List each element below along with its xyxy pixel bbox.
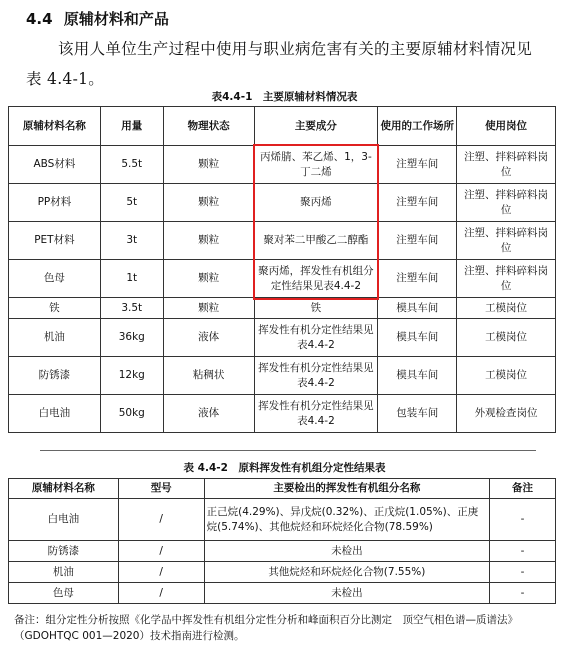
header-cell: 主要检出的挥发性有机组分名称 bbox=[204, 479, 489, 499]
table-cell: 工模岗位 bbox=[457, 357, 556, 395]
table-row bbox=[9, 298, 556, 319]
table-cell: 机油 bbox=[9, 319, 101, 357]
table-cell: / bbox=[118, 541, 204, 562]
table-cell: 白电油 bbox=[9, 395, 101, 433]
table-cell: 外观检查岗位 bbox=[457, 395, 556, 433]
table-cell: 注塑、拌料碎料岗位 bbox=[457, 184, 556, 222]
table-row bbox=[9, 541, 556, 562]
table-cell: 未检出 bbox=[204, 583, 489, 604]
table-cell: - bbox=[490, 541, 556, 562]
table1-header-row bbox=[9, 107, 556, 146]
table-cell: 注塑、拌料碎料岗位 bbox=[457, 146, 556, 184]
header-cell: 物理状态 bbox=[163, 107, 254, 146]
table-cell: 聚丙烯 bbox=[254, 184, 378, 222]
table-cell: 工模岗位 bbox=[457, 319, 556, 357]
header-cell: 备注 bbox=[490, 479, 556, 499]
intro-paragraph: 该用人单位生产过程中使用与职业病危害有关的主要原辅材料情况见表 4.4-1。 bbox=[26, 40, 533, 88]
section-number: 4.4 bbox=[26, 10, 53, 28]
section-heading bbox=[26, 8, 169, 29]
table-cell: 注塑、拌料碎料岗位 bbox=[457, 260, 556, 298]
header-cell: 用量 bbox=[100, 107, 163, 146]
table-cell: 粘稠状 bbox=[163, 357, 254, 395]
table-cell: 模具车间 bbox=[378, 357, 457, 395]
table-cell: 防锈漆 bbox=[9, 541, 119, 562]
table-cell: 正己烷(4.29%)、异戊烷(0.32%)、正戊烷(1.05%)、正庚烷(5.74%)、其他烷烃和环烷烃化合物(78.59%) bbox=[204, 499, 489, 541]
table-cell: 模具车间 bbox=[378, 319, 457, 357]
table-cell: 注塑车间 bbox=[378, 146, 457, 184]
materials-table bbox=[8, 106, 556, 433]
table-cell: 聚丙烯，挥发性有机组分定性结果见表4.4-2 bbox=[254, 260, 378, 298]
table-cell: 其他烷烃和环烷烃化合物(7.55%) bbox=[204, 562, 489, 583]
table-row bbox=[9, 583, 556, 604]
table-cell: 挥发性有机分定性结果见表4.4-2 bbox=[254, 357, 378, 395]
header-cell: 使用的工作场所 bbox=[378, 107, 457, 146]
table-cell: 1t bbox=[100, 260, 163, 298]
table-cell: 5.5t bbox=[100, 146, 163, 184]
header-cell: 原辅材料名称 bbox=[9, 107, 101, 146]
table-cell: 工模岗位 bbox=[457, 298, 556, 319]
table-cell: PP材料 bbox=[9, 184, 101, 222]
table-cell: 注塑车间 bbox=[378, 260, 457, 298]
table-cell: 3t bbox=[100, 222, 163, 260]
table-row bbox=[9, 395, 556, 433]
table-cell: / bbox=[118, 583, 204, 604]
table-cell: 液体 bbox=[163, 319, 254, 357]
table-cell: 包装车间 bbox=[378, 395, 457, 433]
table-cell: 防锈漆 bbox=[9, 357, 101, 395]
table-row bbox=[9, 319, 556, 357]
header-cell: 型号 bbox=[118, 479, 204, 499]
voc-table bbox=[8, 478, 556, 604]
table-cell: 颗粒 bbox=[163, 184, 254, 222]
header-cell: 使用岗位 bbox=[457, 107, 556, 146]
table-cell: 注塑、拌料碎料岗位 bbox=[457, 222, 556, 260]
footnote: 备注：组分定性分析按照《化学品中挥发性有机组分定性分析和峰面积百分比测定 顶空气相色谱—质谱法》（GDOHTQC 001—2020）技术指南进行检测。 bbox=[14, 614, 518, 642]
table-row bbox=[9, 260, 556, 298]
table-cell: 模具车间 bbox=[378, 298, 457, 319]
table-cell: - bbox=[490, 583, 556, 604]
section-title: 原辅材料和产品 bbox=[63, 10, 169, 28]
table-cell: 聚对苯二甲酸乙二醇酯 bbox=[254, 222, 378, 260]
table-cell: 机油 bbox=[9, 562, 119, 583]
table-cell: 颗粒 bbox=[163, 146, 254, 184]
table2-header-row bbox=[9, 479, 556, 499]
table-cell: / bbox=[118, 499, 204, 541]
table-cell: 铁 bbox=[9, 298, 101, 319]
table-cell: 白电油 bbox=[9, 499, 119, 541]
table-cell: 色母 bbox=[9, 260, 101, 298]
table-row bbox=[9, 146, 556, 184]
table-cell: 丙烯腈、苯乙烯、1，3-丁二烯 bbox=[254, 146, 378, 184]
table-row bbox=[9, 562, 556, 583]
table-row bbox=[9, 184, 556, 222]
table-row bbox=[9, 222, 556, 260]
table-cell: 铁 bbox=[254, 298, 378, 319]
header-cell: 主要成分 bbox=[254, 107, 378, 146]
table-cell: 未检出 bbox=[204, 541, 489, 562]
table-row bbox=[9, 357, 556, 395]
table-cell: ABS材料 bbox=[9, 146, 101, 184]
table-cell: 注塑车间 bbox=[378, 184, 457, 222]
table-cell: 液体 bbox=[163, 395, 254, 433]
table-cell: 颗粒 bbox=[163, 222, 254, 260]
divider bbox=[40, 450, 536, 451]
table-cell: 颗粒 bbox=[163, 260, 254, 298]
header-cell: 原辅材料名称 bbox=[9, 479, 119, 499]
table-cell: PET材料 bbox=[9, 222, 101, 260]
table-cell: - bbox=[490, 562, 556, 583]
table-cell: 挥发性有机分定性结果见表4.4-2 bbox=[254, 319, 378, 357]
table-cell: - bbox=[490, 499, 556, 541]
table-row bbox=[9, 499, 556, 541]
table-cell: / bbox=[118, 562, 204, 583]
table-cell: 12kg bbox=[100, 357, 163, 395]
table-cell: 50kg bbox=[100, 395, 163, 433]
table-cell: 注塑车间 bbox=[378, 222, 457, 260]
table-cell: 36kg bbox=[100, 319, 163, 357]
table1-caption: 表4.4-1 主要原辅材料情况表 bbox=[211, 91, 358, 103]
table-cell: 颗粒 bbox=[163, 298, 254, 319]
table-cell: 色母 bbox=[9, 583, 119, 604]
table-cell: 5t bbox=[100, 184, 163, 222]
table-cell: 3.5t bbox=[100, 298, 163, 319]
table2-caption: 表 4.4-2 原料挥发性有机组分定性结果表 bbox=[183, 462, 386, 474]
table-cell: 挥发性有机分定性结果见表4.4-2 bbox=[254, 395, 378, 433]
